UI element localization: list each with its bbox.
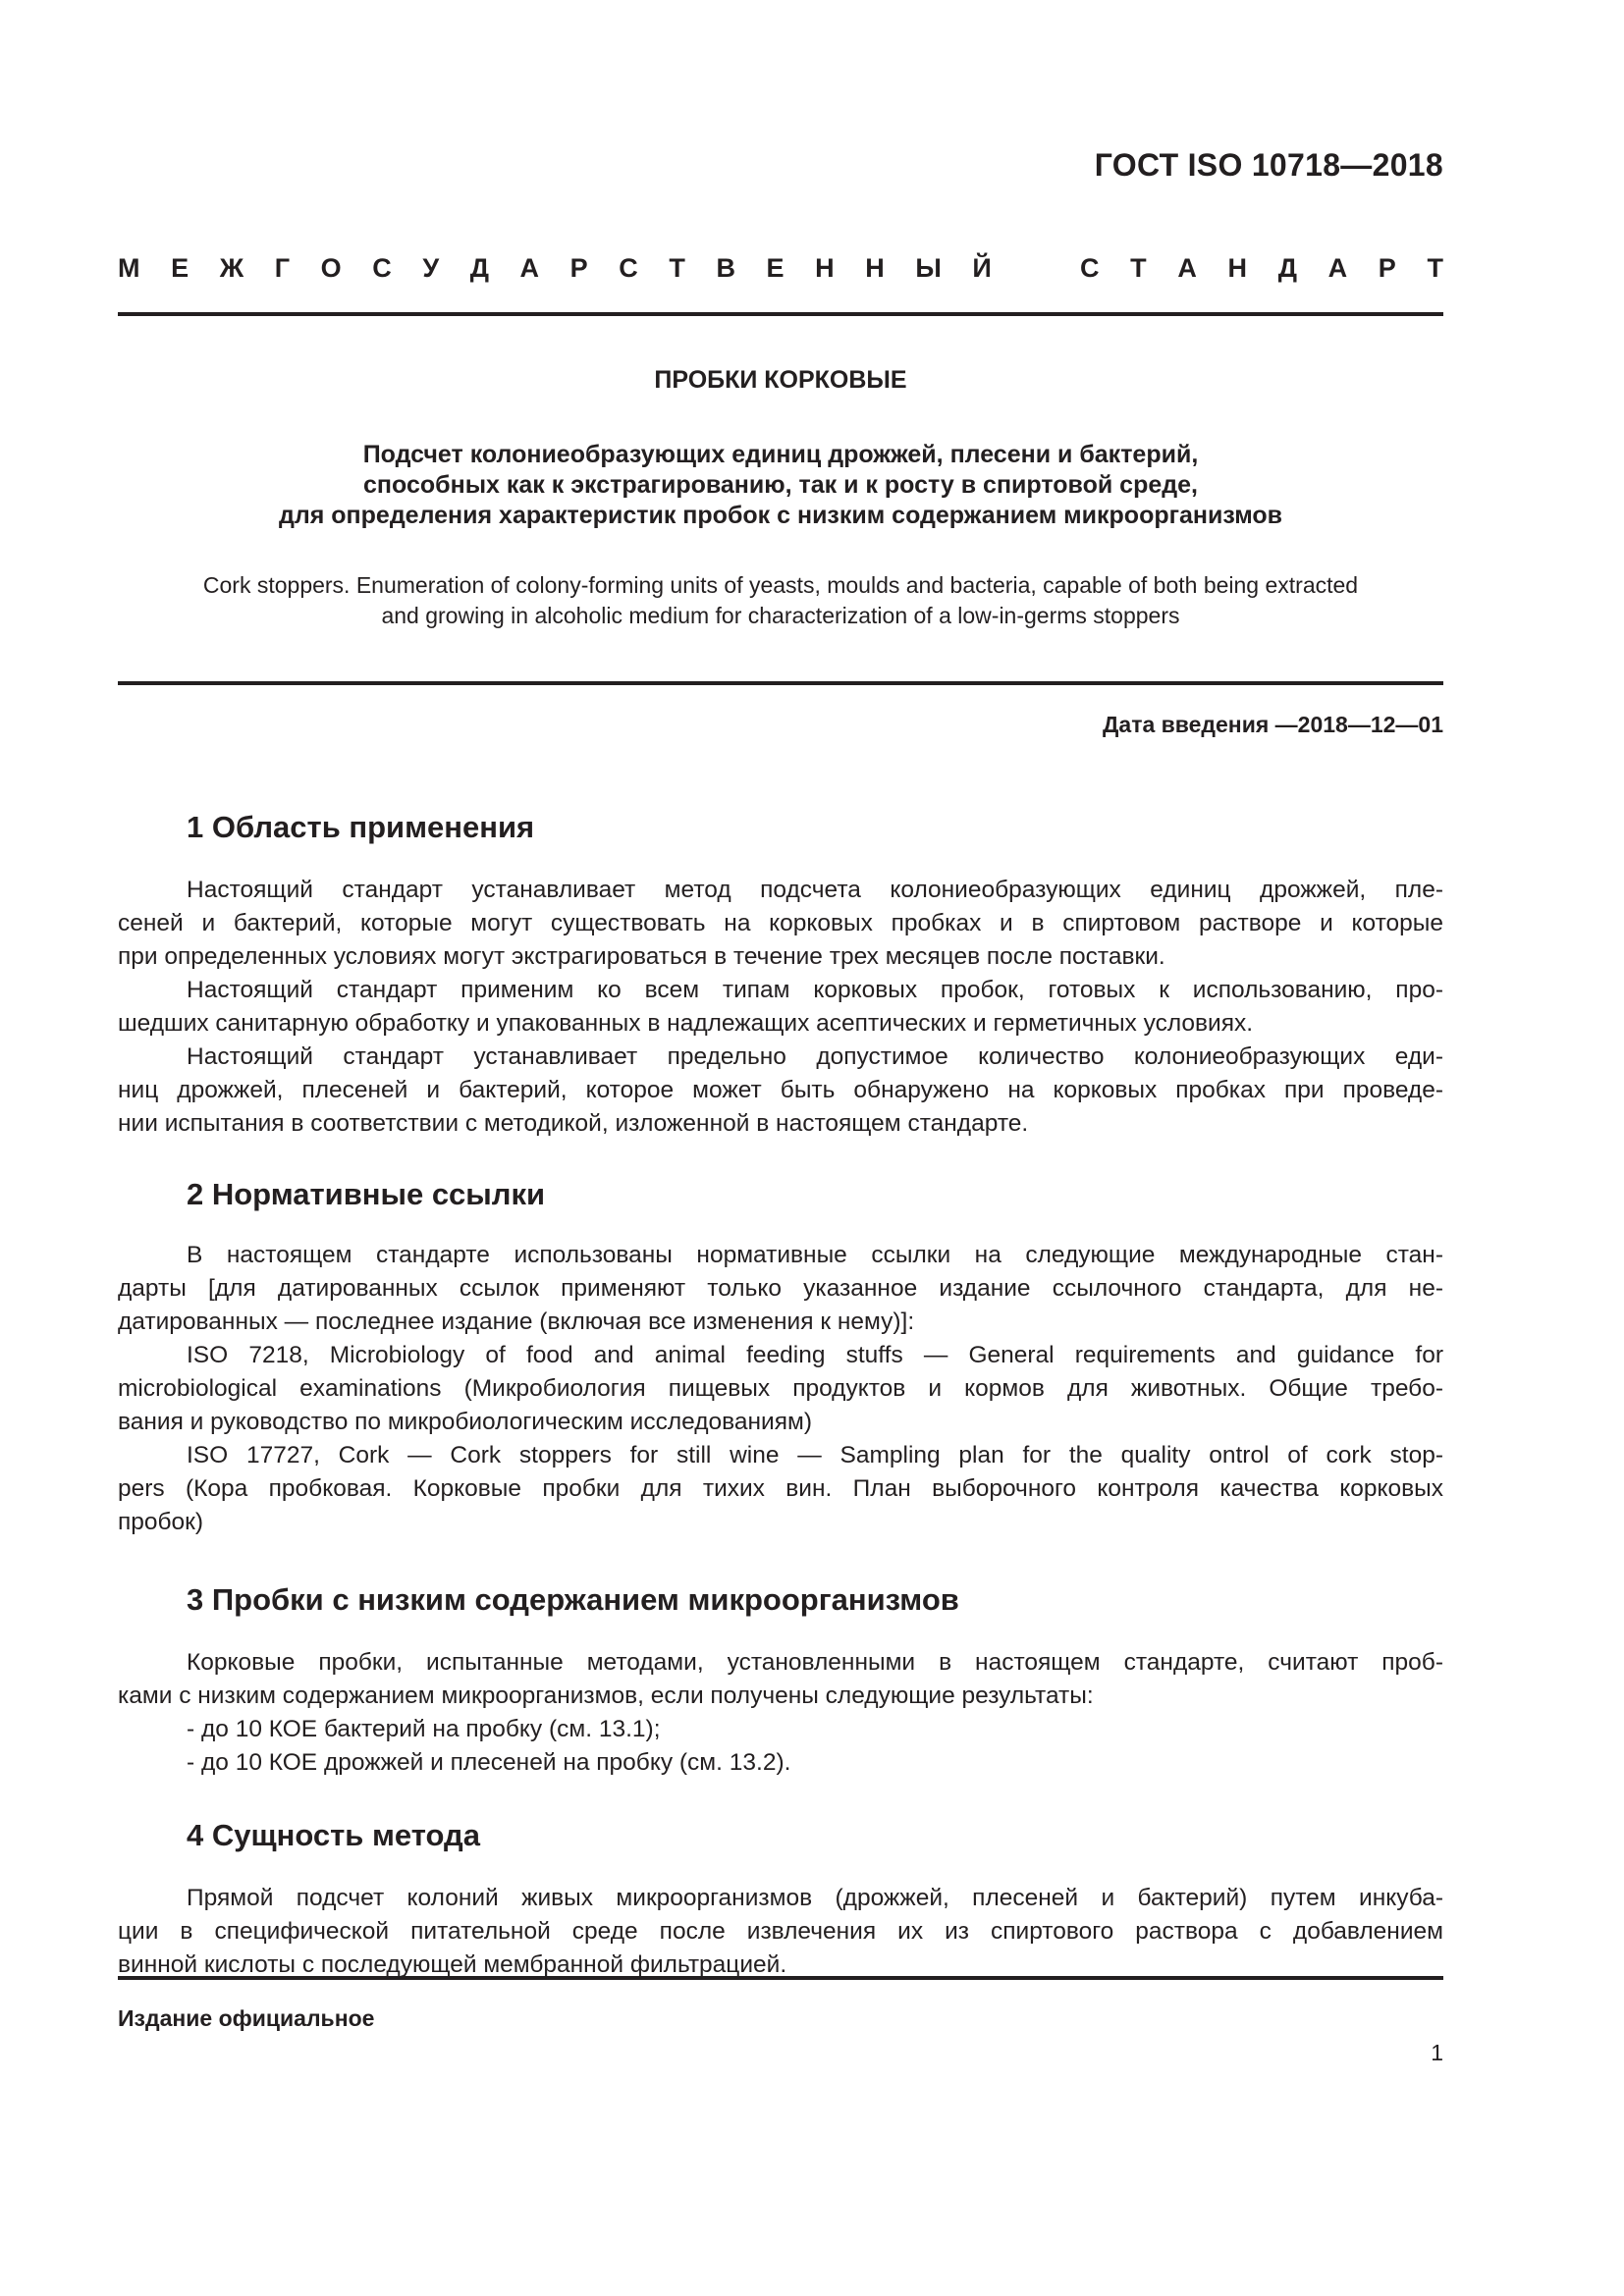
title-rule <box>118 681 1443 685</box>
official-edition-label: Издание официальное <box>118 2005 375 2031</box>
footer-rule <box>118 1976 1443 1980</box>
list-item: - до 10 КОЕ дрожжей и плесеней на пробку (см. 13.2). <box>187 1749 791 1776</box>
interstate-word: М Е Ж Г О С У Д А Р С Т В Е Н Н Ы Й <box>118 253 992 283</box>
list-item: - до 10 КОЕ бактерий на пробку (см. 13.1); <box>187 1716 661 1742</box>
document-page <box>118 0 1443 2296</box>
introduction-date: Дата введения —2018—12—01 <box>1103 712 1443 737</box>
header-rule <box>118 312 1443 316</box>
page-number: 1 <box>1431 2040 1443 2065</box>
section-body-normative-references: В настоящем стандарте использованы нормативные ссылки на следующие международные стан- дарты [для датированных ссылок применяют только указанное издание ссылочного стандарта, для не- датированных — последнее издание (включая все изменения к нему)]: ISO 7218, Microbiology of food and animal feeding stuffs — General requirements and guidance for microbiological examinations (Микробиология пищевых продуктов и кормов для животных. Общие требо- вания и руководство по микробиологическим исследованиям) ISO 17727, Cork — Cork stoppers for still wine — Sampling plan for the quality ontrol of cork stop- pers (Кора пробковая. Корковые пробки для тихих вин. План выборочного контроля качества корковых пробок) <box>118 1242 1443 1535</box>
standard-word: С Т А Н Д А Р Т <box>1080 253 1443 283</box>
section-heading-low-microorganisms: 3 Пробки с низким содержанием микроорганизмов <box>187 1582 959 1617</box>
english-title: Cork stoppers. Enumeration of colony-forming units of yeasts, moulds and bacteria, capable of both being extracted and growing in alcoholic medium for characterization of a low-in-germs stoppers <box>202 572 1359 628</box>
section-body-method-principle: Прямой подсчет колоний живых микроорганизмов (дрожжей, плесеней и бактерий) путем инкуба- ции в специфической питательной среде после извлечения их из спиртового раствора с добавлением винной кислоты с последующей мембранной фильтрацией. <box>118 1885 1443 1978</box>
document-id: ГОСТ ISO 10718—2018 <box>1094 147 1443 183</box>
section-body-scope: Настоящий стандарт устанавливает метод подсчета колониеобразующих единиц дрожжей, пле- сеней и бактерий, которые могут существовать на корковых пробках и в спиртовом растворе и которые при определенных условиях могут экстрагироваться в течение трех месяцев после поставки. Настоящий стандарт применим ко всем типам корковых пробок, готовых к использованию, про- шедших санитарную обработку и упакованных в надлежащих асептических и герметичных условиях. Настоящий стандарт устанавливает предельно допустимое количество колониеобразующих еди- ниц дрожжей, плесеней и бактерий, которое может быть обнаружено на корковых пробках при проведе- нии испытания в соответствии с методикой, изложенной в настоящем стандарте. <box>118 877 1443 1137</box>
document-subtitle: Подсчет колониеобразующих единиц дрожжей, плесени и бактерий, способных как к экстрагированию, так и к росту в спиртовой среде, для определения характеристик пробок с низким содержанием микроорганизмов <box>278 441 1283 529</box>
section-heading-method-principle: 4 Сущность метода <box>187 1818 480 1852</box>
section-heading-normative-references: 2 Нормативные ссылки <box>187 1177 546 1211</box>
document-title: ПРОБКИ КОРКОВЫЕ <box>654 366 907 394</box>
section-heading-scope: 1 Область применения <box>187 810 535 844</box>
section-body-low-microorganisms: Корковые пробки, испытанные методами, установленными в настоящем стандарте, считают проб- ками с низким содержанием микроорганизмов, если получены следующие результаты: - до 10 КОЕ бактерий на пробку (см. 13.1); - до 10 КОЕ дрожжей и плесеней на пробку (см. 13.2). <box>118 1646 1443 1780</box>
interstate-standard-heading <box>118 253 1443 284</box>
